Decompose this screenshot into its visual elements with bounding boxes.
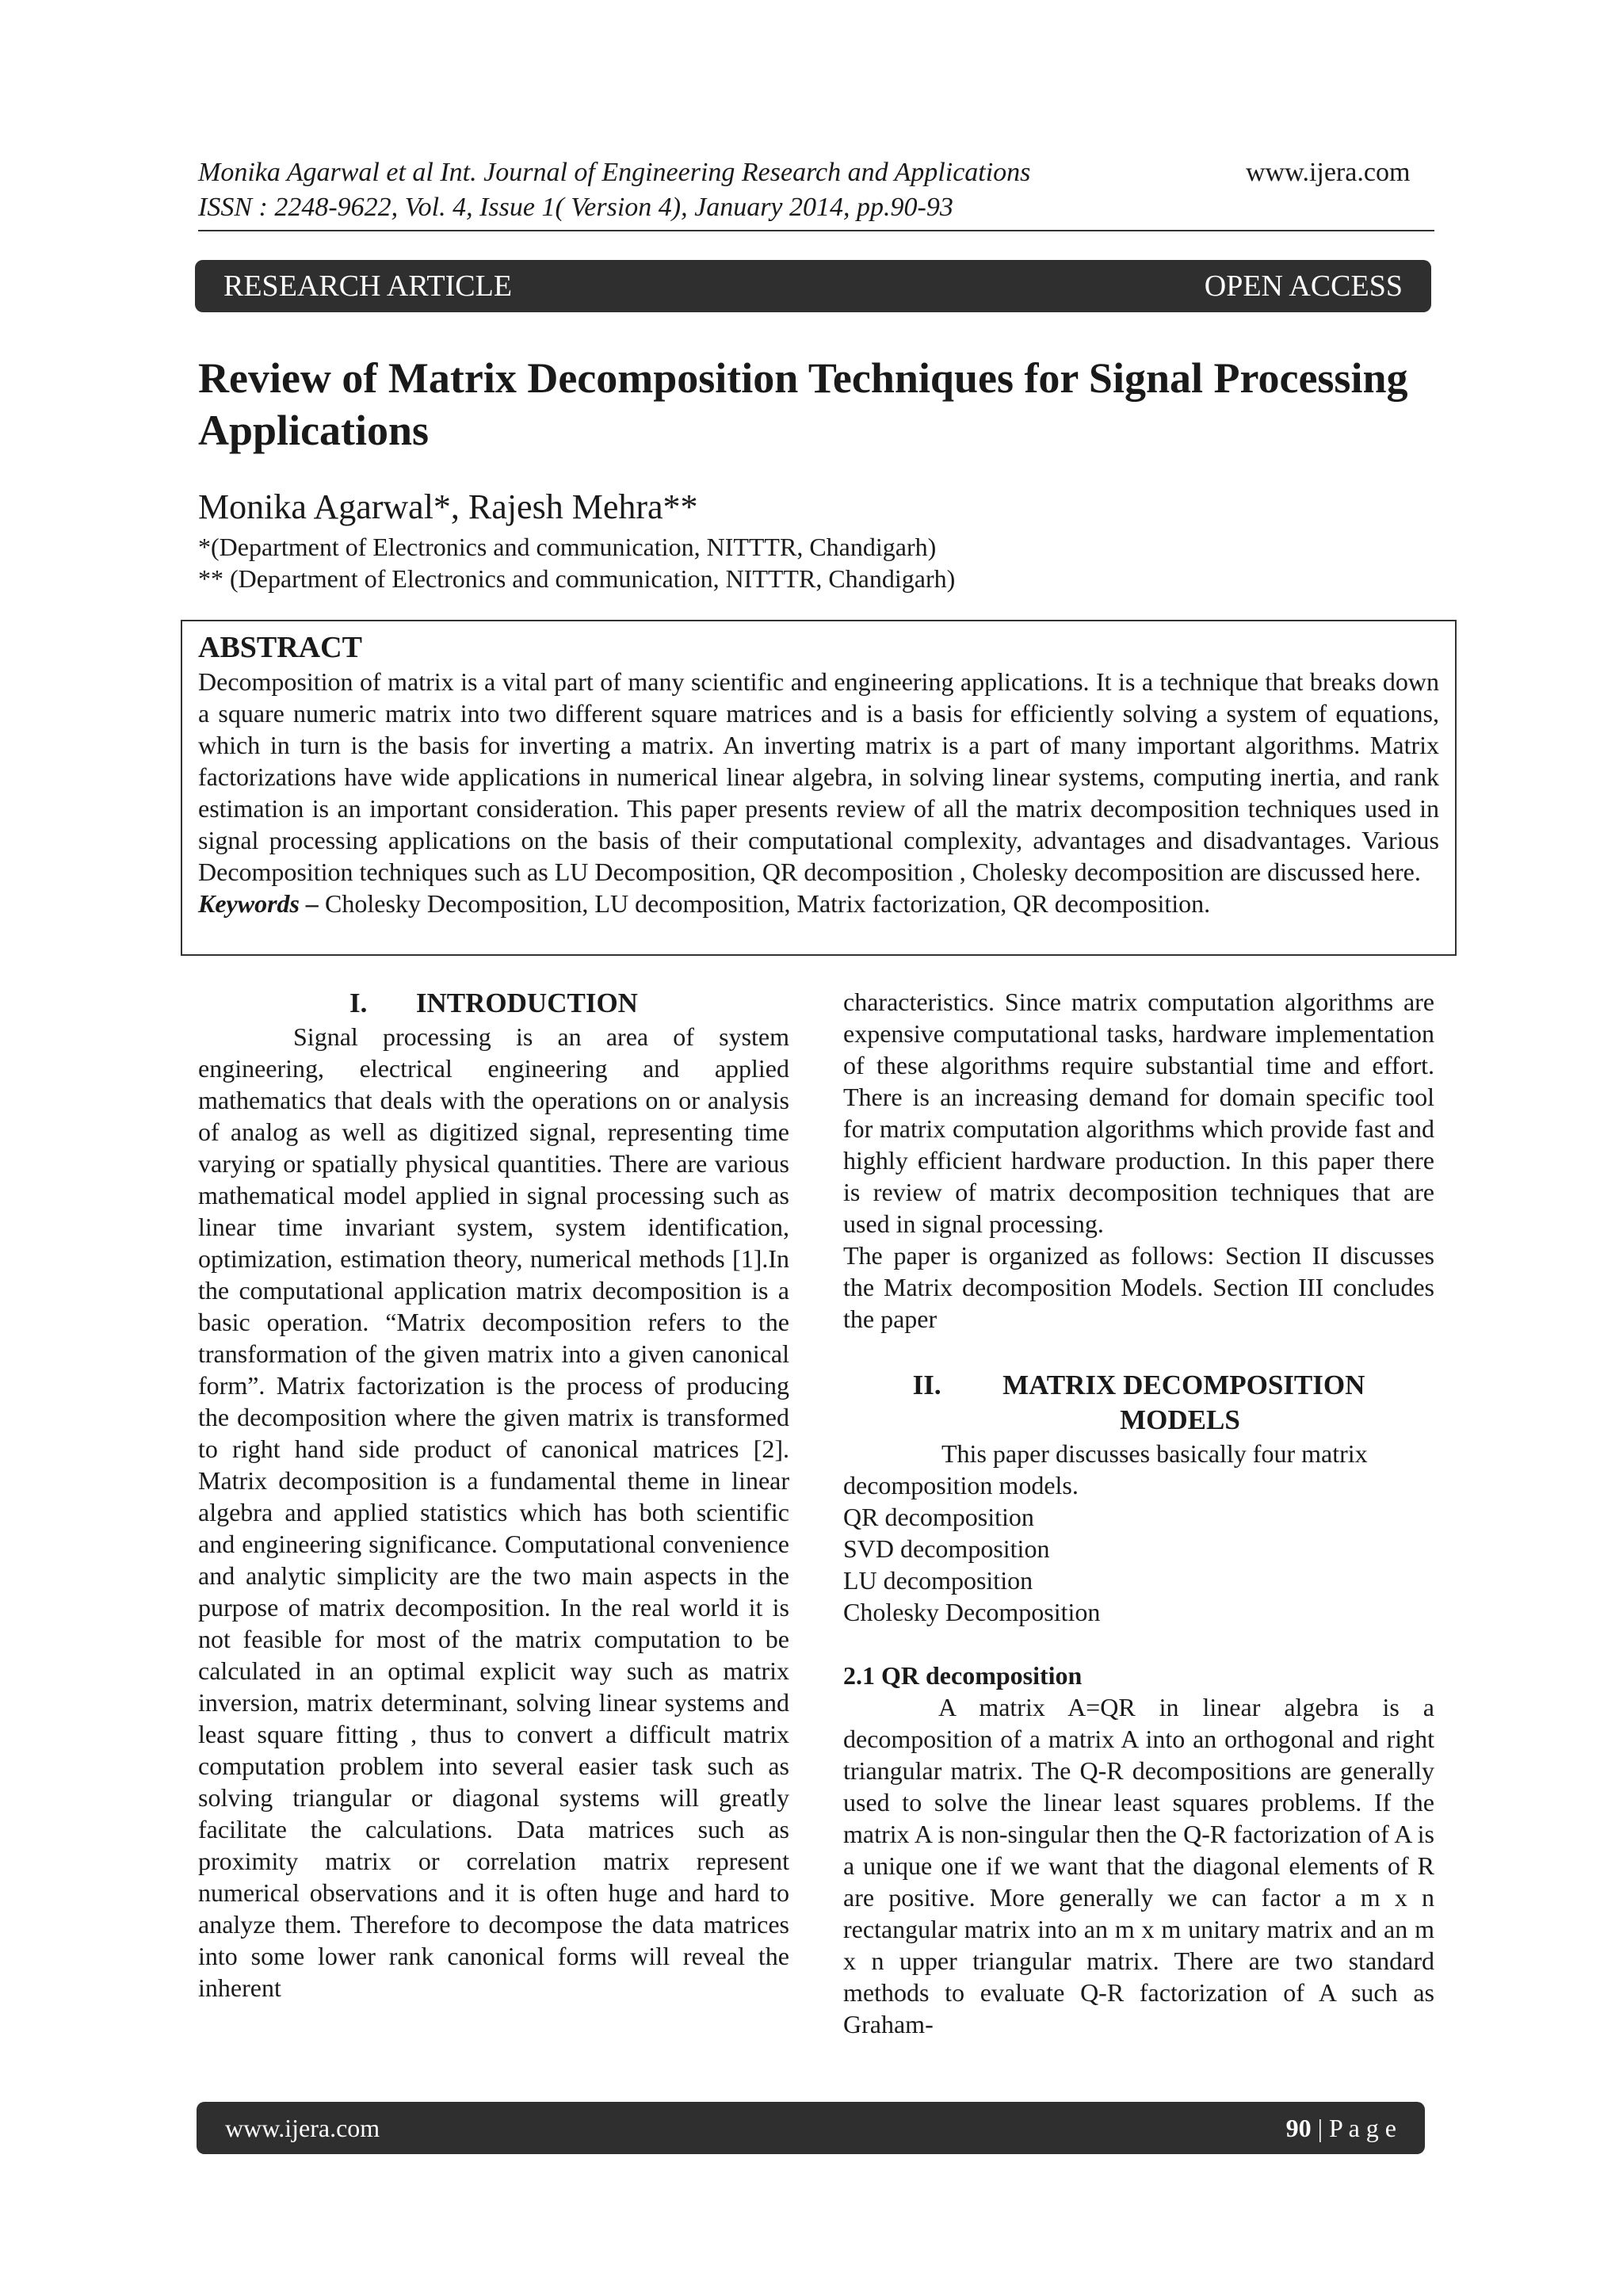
footer-website[interactable]: www.ijera.com [225,2113,380,2142]
article-type-banner [195,260,1431,312]
section2-number: II. [912,1370,941,1400]
affiliation-2: ** (Department of Electronics and communication, NITTTR, Chandigarh) [198,564,956,593]
page-indicator [1286,2114,1396,2143]
section2-lead-line1: This paper discusses basically four matrix [941,1439,1368,1468]
paper-title: Review of Matrix Decomposition Techniques for Signal Processing Applications [198,354,1408,454]
section2-lead-line2: decomposition models. [843,1471,1079,1499]
page-footer [197,2102,1425,2154]
journal-citation-line2: ISSN : 2248-9622, Vol. 4, Issue 1( Version 4), January 2014, pp.90-93 [198,193,953,222]
model-list-item: SVD decomposition [843,1534,1050,1563]
intro-heading [198,986,789,1021]
keywords-list: Cholesky Decomposition, LU decomposition, Matrix factorization, QR decomposition. [325,889,1211,918]
affiliation-1: *(Department of Electronics and communication, NITTTR, Chandigarh) [198,533,937,561]
journal-website[interactable]: www.ijera.com [1246,158,1411,187]
intro-paragraph: Signal processing is an area of system engineering, electrical engineering and applied mathematics that deals with the operations on or analysis of analog as well as digitized signal, representing time varying or spatially physical quantities. There are various mathematical model applied in signal processing such as linear time invariant system, system identification, optimization, estimation theory, numerical methods [1].In the computational application matrix decomposition is a basic operation. “Matrix decomposition refers to the transformation of the given matrix into a given canonical form”. Matrix factorization is the process of producing the decomposition where the given matrix is transformed to right hand side product of canonical matrices [2]. Matrix decomposition is a fundamental theme in linear algebra and applied statistics which has both scientific and engineering significance. Computational convenience and analytic simplicity are the two main aspects in the purpose of matrix decomposition. In the real world it is not feasible for most of the matrix computation to be calculated in an optimal explicit way such as matrix inversion, matrix determinant, solving linear systems and least square fitting , thus to convert a difficult matrix computation problem into several easier task such as solving triangular or diagonal systems will greatly facilitate the calculations. Data matrices such as proximity matrix or correlation matrix represent numerical observations and it is often huge and hard to analyze them. Therefore to decompose the data matrices into some lower rank canonical forms will reveal the inherent [198,1022,789,2002]
section2-title-line1: MATRIX DECOMPOSITION [1002,1370,1365,1400]
author-names: Monika Agarwal*, Rajesh Mehra** [198,487,698,526]
section2-title-line2: MODELS [1120,1404,1240,1435]
section2-heading [843,1368,1434,1438]
qr-paragraph: A matrix A=QR in linear algebra is a decomposition of a matrix A into an orthogonal and right triangular matrix. The Q-R decompositions are generally used to solve the linear least squares problems. If the matrix A is non-singular then the Q-R factorization of A is a unique one if we want that the diagonal elements of R are positive. More generally we can factor a m x n rectangular matrix into an m x m unitary matrix and an m x n upper triangular matrix. There are two standard methods to evaluate Q-R factorization of A such as Graham- [843,1693,1434,2038]
intro-continuation: characteristics. Since matrix computation algorithms are expensive computational tasks, hardware implementation of these algorithms require substantial time and effort. There is an increasing demand for domain specific tool for matrix computation algorithms which provide fast and highly efficient hardware production. In this paper there is review of matrix decomposition techniques that are used in signal processing. [843,988,1434,1238]
abstract-body: Decomposition of matrix is a vital part of many scientific and engineering applications. It is a technique that breaks down a square numeric matrix into two different square matrices and is a basis for efficiently solving a system of equations, which in turn is the basis for inverting a matrix. An inverting matrix is a part of many important algorithms. Matrix factorizations have wide applications in numerical linear algebra, in solving linear systems, computing inertia, and rank estimation is an important consideration. This paper presents review of all the matrix decomposition techniques used in signal processing applications on the basis of their computational complexity, advantages and disadvantages. Various Decomposition techniques such as LU Decomposition, QR decomposition , Cholesky decomposition are discussed here. [198,667,1439,886]
model-list-item: Cholesky Decomposition [843,1598,1101,1626]
keywords-label: Keywords – [198,889,319,918]
journal-citation-line1: Monika Agarwal et al Int. Journal of Engineering Research and Applications [198,158,1031,187]
right-column [843,986,1434,2040]
intro-section-title: INTRODUCTION [415,988,638,1018]
model-list-item: QR decomposition [843,1503,1034,1531]
page-label: | P a g e [1311,2113,1396,2142]
intro-section-number: I. [349,988,368,1018]
header-rule [198,230,1434,231]
qr-subsection-heading: 2.1 QR decomposition [843,1661,1083,1690]
abstract-heading: ABSTRACT [198,631,362,664]
organization-paragraph: The paper is organized as follows: Section II discusses the Matrix decomposition Models. Section III concludes the paper [843,1241,1434,1333]
page-number: 90 [1285,2113,1312,2142]
keywords-line [198,888,1439,919]
left-column [198,986,789,2004]
open-access-label: OPEN ACCESS [1204,269,1403,303]
abstract-box [181,620,1457,956]
research-article-label: RESEARCH ARTICLE [223,269,513,303]
model-list-item: LU decomposition [843,1566,1033,1595]
